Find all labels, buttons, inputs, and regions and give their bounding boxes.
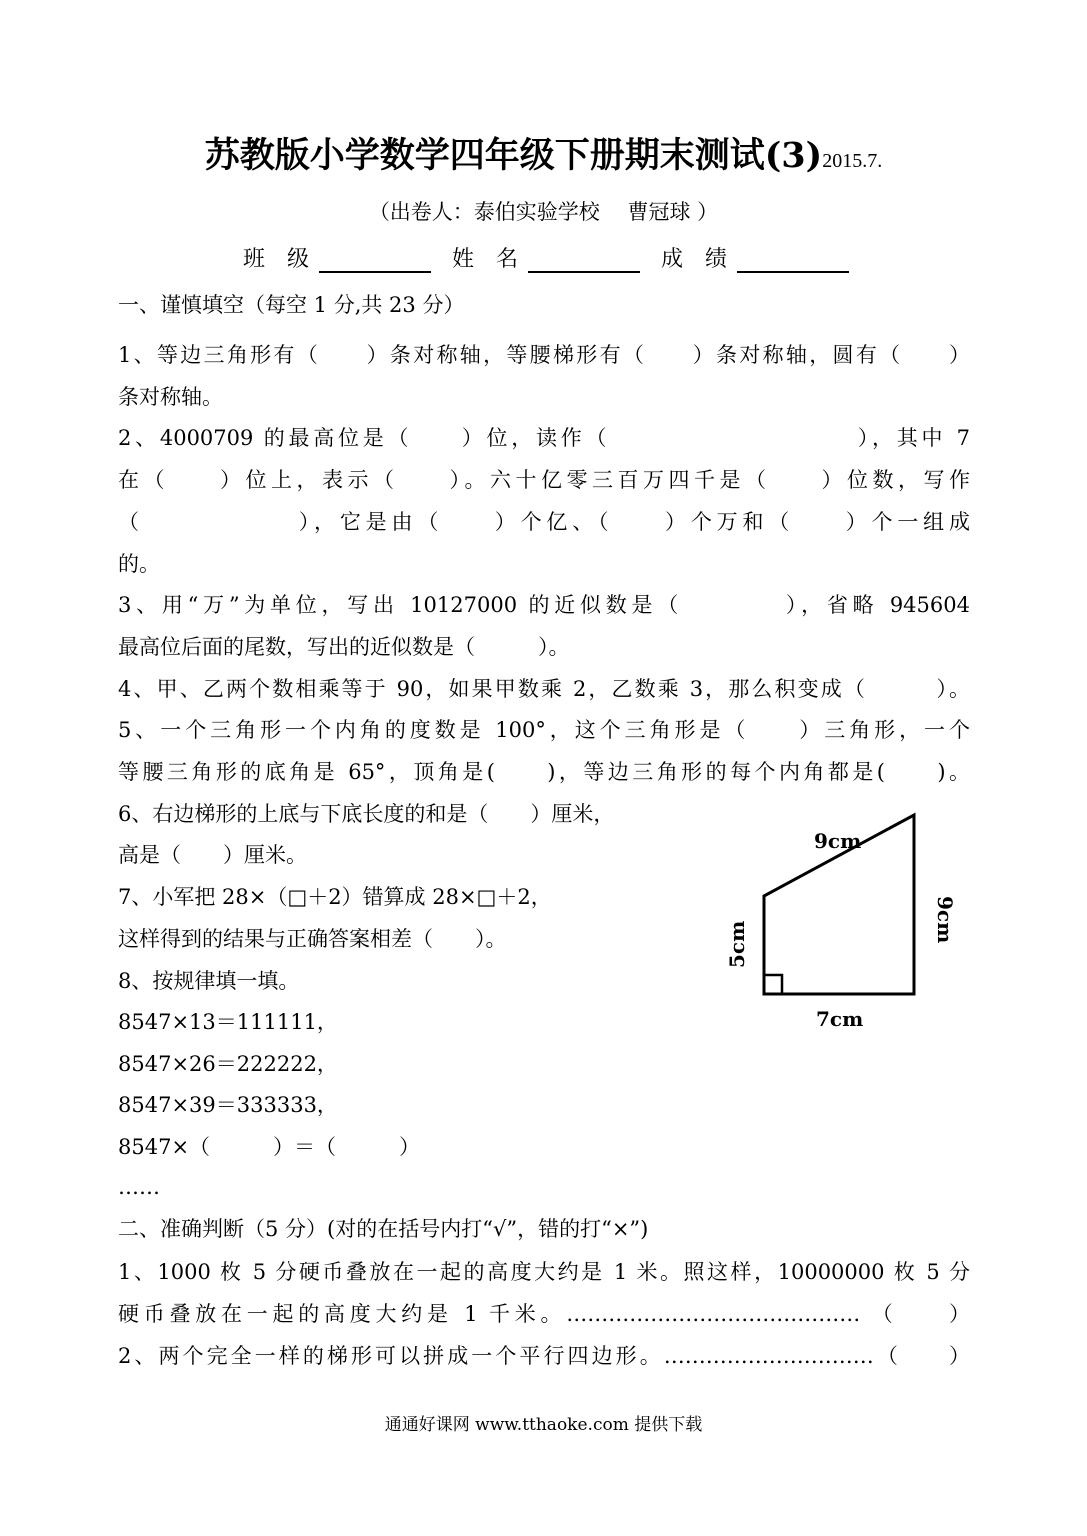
left-side-label: 5cm [725,920,749,968]
section1-heading: 一、谨慎填空（每空 1 分,共 23 分） [118,293,465,317]
title-date: 2015.7. [822,150,883,172]
judge-q1-line1: 1、1000 枚 5 分硬币叠放在一起的高度大约是 1 米。照这样，10000000 枚 5 分 [118,1260,970,1284]
q2-line4: 的。 [118,552,160,576]
class-label: 班 级 [243,247,310,272]
q8-equation-4: 8547×（ ）＝（ ） [118,1135,421,1159]
page-title [0,128,1087,178]
q8-equation-1: 8547×13＝111111， [118,1010,338,1034]
section2-heading: 二、准确判断（5 分）(对的在括号内打“√”，错的打“×”) [118,1217,649,1241]
footer-text: 通通好课网 www.tthaoke.com 提供下载 [384,1415,703,1435]
trapezoid-figure [720,800,980,1050]
student-info-fields [243,242,863,273]
title-text: 苏教版小学数学四年级下册期末测试(3) [204,135,823,176]
author-line: （出卷人：泰伯实验学校 曹冠球 ） [368,200,719,224]
q6-line2: 高是（ ）厘米。 [118,843,307,867]
q7-line2: 这样得到的结果与正确答案相差（ ）。 [118,927,507,951]
q7-line1: 7、小军把 28×（□＋2）错算成 28×□＋2， [118,885,552,909]
q8-equation-3: 8547×39＝333333， [118,1093,338,1117]
q3-line2: 最高位后面的尾数，写出的近似数是（ ）。 [118,635,570,659]
q2-line2: 在（ ）位上，表示（ ）。六十亿零三百万四千是（ ）位数，写作 [118,468,970,492]
q8-equation-2: 8547×26＝222222， [118,1052,338,1076]
bottom-side-label: 7cm [816,1007,864,1031]
judge-q1-line2: 硬币叠放在一起的高度大约是 1 千米。…………………………………… （ ） [118,1302,970,1326]
top-side-label: 9cm [814,829,862,853]
class-blank[interactable] [319,245,431,273]
q2-line1: 2、4000709 的最高位是（ ）位，读作（ ），其中 7 [118,426,970,450]
q3-line1: 3、用“万”为单位，写出 10127000 的近似数是（ ），省略 945604 [118,593,970,617]
q5-line1: 5、一个三角形一个内角的度数是 100°，这个三角形是（ ）三角形，一个 [118,718,970,742]
q6-line1: 6、右边梯形的上底与下底长度的和是（ ）厘米， [118,802,615,826]
q8-ellipsis: …… [118,1175,160,1199]
right-angle-marker [764,975,782,994]
q5-line2: 等腰三角形的底角是 65°，顶角是( )，等边三角形的每个内角都是( )。 [118,760,970,784]
q8-heading: 8、按规律填一填。 [118,969,300,993]
q4: 4、甲、乙两个数相乘等于 90，如果甲数乘 2，乙数乘 3，那么积变成（ ）。 [118,677,970,701]
score-blank[interactable] [737,245,849,273]
name-label: 姓 名 [452,247,519,272]
score-label: 成 绩 [661,247,728,272]
q1-line1: 1、等边三角形有（ ）条对称轴，等腰梯形有（ ）条对称轴，圆有（ ） [118,343,970,367]
q2-line3: （ ），它是由（ ）个亿、（ ）个万和（ ）个一组成 [118,510,970,534]
q1-line2: 条对称轴。 [118,385,223,409]
judge-q2: 2、两个完全一样的梯形可以拼成一个平行四边形。…………………………（ ） [118,1344,970,1368]
name-blank[interactable] [528,245,640,273]
right-side-label: 9cm [933,896,957,944]
